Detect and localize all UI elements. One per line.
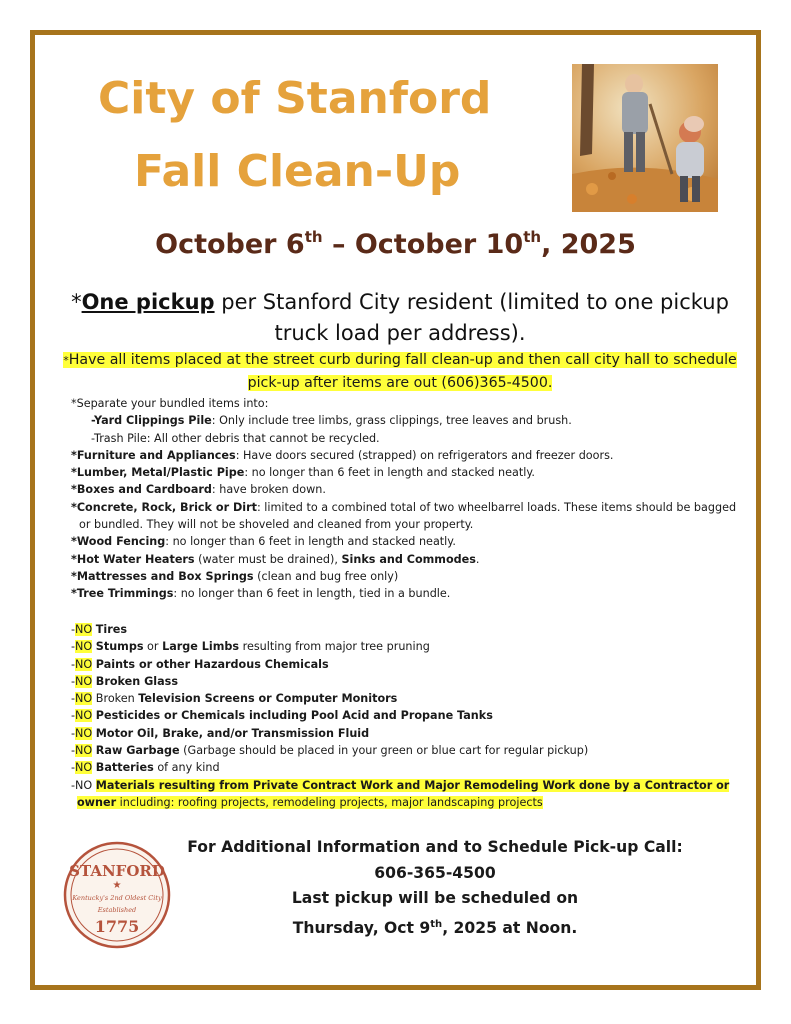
accepted-items-list (71, 395, 751, 603)
list-item: *Furniture and Appliances: Have doors secured (strapped) on refrigerators and freezer doors. (71, 448, 614, 462)
contact-heading: For Additional Information and to Schedule Pick-up Call: (187, 838, 683, 856)
seal-year: 1775 (94, 917, 140, 936)
pickup-limit-notice: *One pickup per Stanford City resident (limited to one pickup truck load per address). (71, 290, 729, 345)
list-item: -NO Batteries of any kind (71, 761, 220, 775)
list-item: -NO Broken Television Screens or Computer Monitors (71, 692, 398, 706)
fall-raking-photo (572, 64, 718, 212)
last-pickup-date: Thursday, Oct 9th, 2025 at Noon. (292, 918, 578, 937)
list-item: *Wood Fencing: no longer than 6 feet in length and stacked neatly. (71, 535, 456, 549)
list-item: -NO Stumps or Large Limbs resulting from major tree pruning (71, 640, 430, 654)
list-item: *Tree Trimmings: no longer than 6 feet in length, tied in a bundle. (71, 587, 451, 601)
curb-instruction: *Have all items placed at the street curb during fall clean-up and then call city hall to schedule pick-up after items are out (606)365-4500. (63, 352, 737, 391)
list-item: -Trash Pile: All other debris that cannot be recycled. (91, 431, 380, 445)
list-item: or bundled. They will not be shoveled and cleaned from your property. (79, 518, 474, 532)
title-line-2: Fall Clean-Up (134, 146, 461, 197)
list-item: *Lumber, Metal/Plastic Pipe: no longer than 6 feet in length and stacked neatly. (71, 466, 535, 480)
list-item: *Separate your bundled items into: (71, 397, 269, 410)
contact-info (170, 835, 700, 941)
last-pickup-label: Last pickup will be scheduled on (291, 889, 579, 907)
seal-established: Established (97, 906, 137, 914)
list-item: -NO Pesticides or Chemicals including Pool Acid and Propane Tanks (71, 709, 493, 723)
list-item: owner including: roofing projects, remodeling projects, major landscaping projects (77, 795, 543, 809)
seal-subtitle: Kentucky's 2nd Oldest City (72, 894, 162, 902)
list-item: -NO Raw Garbage (Garbage should be placed in your green or blue cart for regular pickup) (71, 744, 589, 758)
list-item: -NO Materials resulting from Private Contract Work and Major Remodeling Work done by a Contractor or (71, 778, 730, 792)
seal-title: STANFORD (69, 862, 165, 880)
prohibited-items-list (71, 621, 751, 811)
title-line-1: City of Stanford (98, 73, 492, 124)
event-dates: October 6th – October 10th, 2025 (155, 228, 636, 260)
list-item: -NO Tires (71, 623, 128, 636)
list-item: *Boxes and Cardboard: have broken down. (71, 483, 326, 497)
list-item: *Mattresses and Box Springs (clean and bug free only) (71, 569, 399, 583)
list-item: -NO Broken Glass (71, 674, 178, 688)
list-item: -NO Paints or other Hazardous Chemicals (71, 657, 329, 671)
list-item: *Concrete, Rock, Brick or Dirt: limited to a combined total of two wheelbarrel loads. These items should be bagged (71, 500, 737, 514)
list-item: *Hot Water Heaters (water must be drained), Sinks and Commodes. (71, 552, 480, 566)
list-item: -Yard Clippings Pile: Only include tree limbs, grass clippings, tree leaves and brush. (91, 414, 572, 428)
phone-number: 606-365-4500 (374, 863, 496, 882)
list-item: -NO Motor Oil, Brake, and/or Transmission Fluid (71, 726, 370, 740)
svg-text:★: ★ (112, 880, 122, 891)
stanford-city-seal (62, 840, 172, 950)
